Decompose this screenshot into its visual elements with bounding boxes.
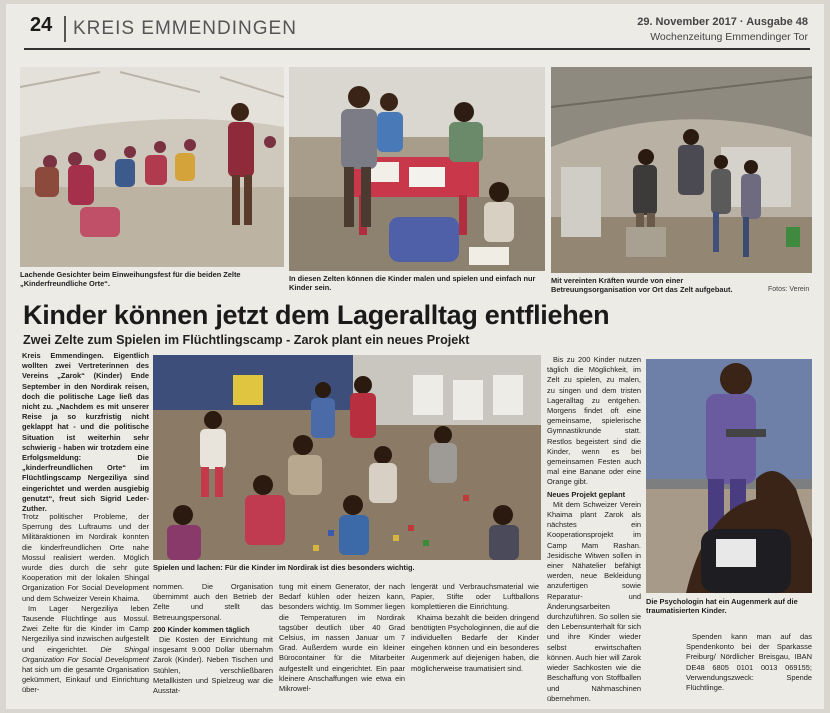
column-1-paragraph-2-part-a: Im Lager Nergeziliya leben Tausende Flüchtlinge aus Mossul. Zwei Zelte für die Kinder im Camp Nergeziliya sind inzwischen aufgestellt und eingerichtet. (22, 603, 149, 654)
photo-credit: Fotos: Verein (768, 286, 810, 293)
issue-date: 29. November 2017 · Ausgabe 48 (637, 16, 808, 28)
article-subheadline: Zwei Zelte zum Spielen im Flüchtlingscamp - Zarok plant ein neues Projekt (23, 333, 470, 347)
column-2-paragraph-1: nommen. Die Organisation übernimmt auch den Betrieb der Zelte und stellt das Betreuungspersonal. (153, 582, 273, 622)
photo-caption-1: Lachende Gesichter beim Einweihungsfest für die beiden Zelte „Kinderfreundliche Orte“. (20, 270, 241, 288)
donation-paragraph: Spenden kann man auf das Spendenkonto bei der Sparkasse Freiburg/ Nördlicher Breisgau, IBAN DE48 6805 0101 0013 069155; Verwendungszweck: Spende Flüchtlinge. (686, 632, 812, 693)
column-2-subheading: 200 Kinder kommen täglich (153, 624, 250, 634)
article-column-2 (153, 582, 273, 696)
section-title: KREIS EMMENDINGEN (64, 16, 297, 42)
photo-caption-2: In diesen Zelten können die Kinder malen und spielen und einfach nur Kinder sein. (289, 274, 536, 292)
publication-name: Wochenzeitung Emmendinger Tor (650, 31, 808, 43)
article-column-3 (279, 582, 405, 694)
photo-children-playing (153, 355, 541, 560)
column-4-paragraph-2: Khaima bezahlt die beiden dringend benötigten Psychologinnen, die auf die individuellen Bedarfe der Kinder eingehen können und ein besonderes Augenmerk auf diejenigen haben, die möglicherweise traumatisiert sind. (411, 612, 539, 673)
column-5-subheading: Neues Projekt geplant (547, 489, 626, 499)
column-1-paragraph-1: Trotz politischer Probleme, der Sperrung des Luftraums und der Militäraktionen im Nordirak konnten die kinderfreundlichen Orte nahe Mossul realisiert werden. Möglich wurde dies durch die sehr gute Kooperation mit der lokalen Shingal Organization For Social Development und dem Schweizer Verein Khaima. (22, 512, 149, 603)
photo-psychologist (646, 359, 812, 593)
column-5-paragraph-1: Bis zu 200 Kinder nutzen täglich die Möglichkeit, im Zelt zu spielen, zu malen, zu singen und dem tristen Lageralltag zu entgehen. Morgens findet oft eine gemeinsame, spielerische Gymnastikrunde statt. Restlos begeistert sind die Kinder, wenn es bei gemeinsamen Festen auch mal eine Banane oder eine Orange gibt. (547, 355, 641, 487)
column-1-paragraph-2-part-b: Die Shingal Organization For Social Development (22, 644, 149, 664)
photo-caption-3: Mit vereinten Kräften wurde von einer Betreuungsorganisation vor Ort das Zelt aufgebaut. (551, 276, 733, 294)
article-column-4 (411, 582, 539, 674)
photo-tent-setup (551, 67, 812, 273)
photo-children-tent (20, 67, 284, 267)
header-rule (24, 48, 810, 50)
photo-caption-center: Spielen und lachen: Für die Kinder im Nordirak ist dies besonders wichtig. (153, 563, 415, 572)
photo-caption-right: Die Psychologin hat ein Augenmerk auf die traumatisierten Kinder. (646, 597, 798, 615)
article-column-5 (547, 355, 641, 704)
column-4-paragraph-1: lengerät und Verbrauchsmaterial wie Papier, Stifte oder Luftballons komplettieren die Einrichtung. (411, 582, 539, 612)
column-5-paragraph-2: Mit dem Schweizer Verein Khaima plant Zarok als nächstes ein Kooperationsprojekt im Camp Mam Rashan. Jesidische Witwen sollen in einer Nähatelier befähigt werden, neue Bekleidung anzufertigen sowie Reparatur- und Änderungsarbeiten durchzuführen. So sollen sie den Lebensunterhalt für sich und ihre Kinder wieder selbst erwirtschaften können. Auch hier will Zarok wieder Sachkosten wie die Beschaffung von Stoffballen und Nähmaschinen übernehmen. (547, 499, 641, 703)
column-2-paragraph-2: Die Kosten der Einrichtung mit insgesamt 9.000 Dollar übernahm Zarok (Kinder). Neben Tischen und Stühlen, verschließbaren Metallkisten und Spielzeug war die Ausstat- (153, 635, 273, 696)
column-1-paragraph-2 (22, 604, 149, 696)
photo-children-drawing (289, 67, 545, 271)
newspaper-page (6, 4, 824, 709)
article-lead (22, 351, 149, 514)
column-3-paragraph-1: tung mit einem Generator, der nach Bedarf kühlen oder heizen kann, besonders wichtig. Im Sommer liegen die Temperaturen im Nordirak tagsüber deutlich über 40 Grad Celsius, im nassen Januar um 7 Grad. Außerdem wurde ein kleiner Bürocontainer für die Mitarbeiter aufgestellt und eingerichtet. Ein paar kleinere Anschaffungen wie etwa ein Mikrowel- (279, 582, 405, 694)
article-column-1 (22, 512, 149, 696)
lead-paragraph: Kreis Emmendingen. Eigentlich wollten zwei Vertreterinnen des Vereins „Zarok“ (Kinder) Ende September in den Nordirak reisen, doch die politische Lage ließ das nicht zu. „Nachdem es mit unserer Reise ja so kurzfristig nicht geklappt hat - und die politische Situation ist weiterhin sehr schwierig - haben wir trotzdem eine Erfolgsmeldung: Die „kinderfreundlichen Orte“ im Flüchtlingscamp Nergeziliya sind eingerichtet und werden ausgiebig genutzt“, freut sich Sigrid Leder-Zuther. (22, 351, 149, 514)
article-headline: Kinder können jetzt dem Lageralltag entfliehen (23, 300, 610, 330)
page-number: 24 (30, 14, 53, 36)
article-column-6 (686, 632, 812, 693)
column-1-paragraph-2-part-c: hat sich um die gesamte Organisation gekümmert, Einkauf und Einrichtung über- (22, 665, 149, 695)
